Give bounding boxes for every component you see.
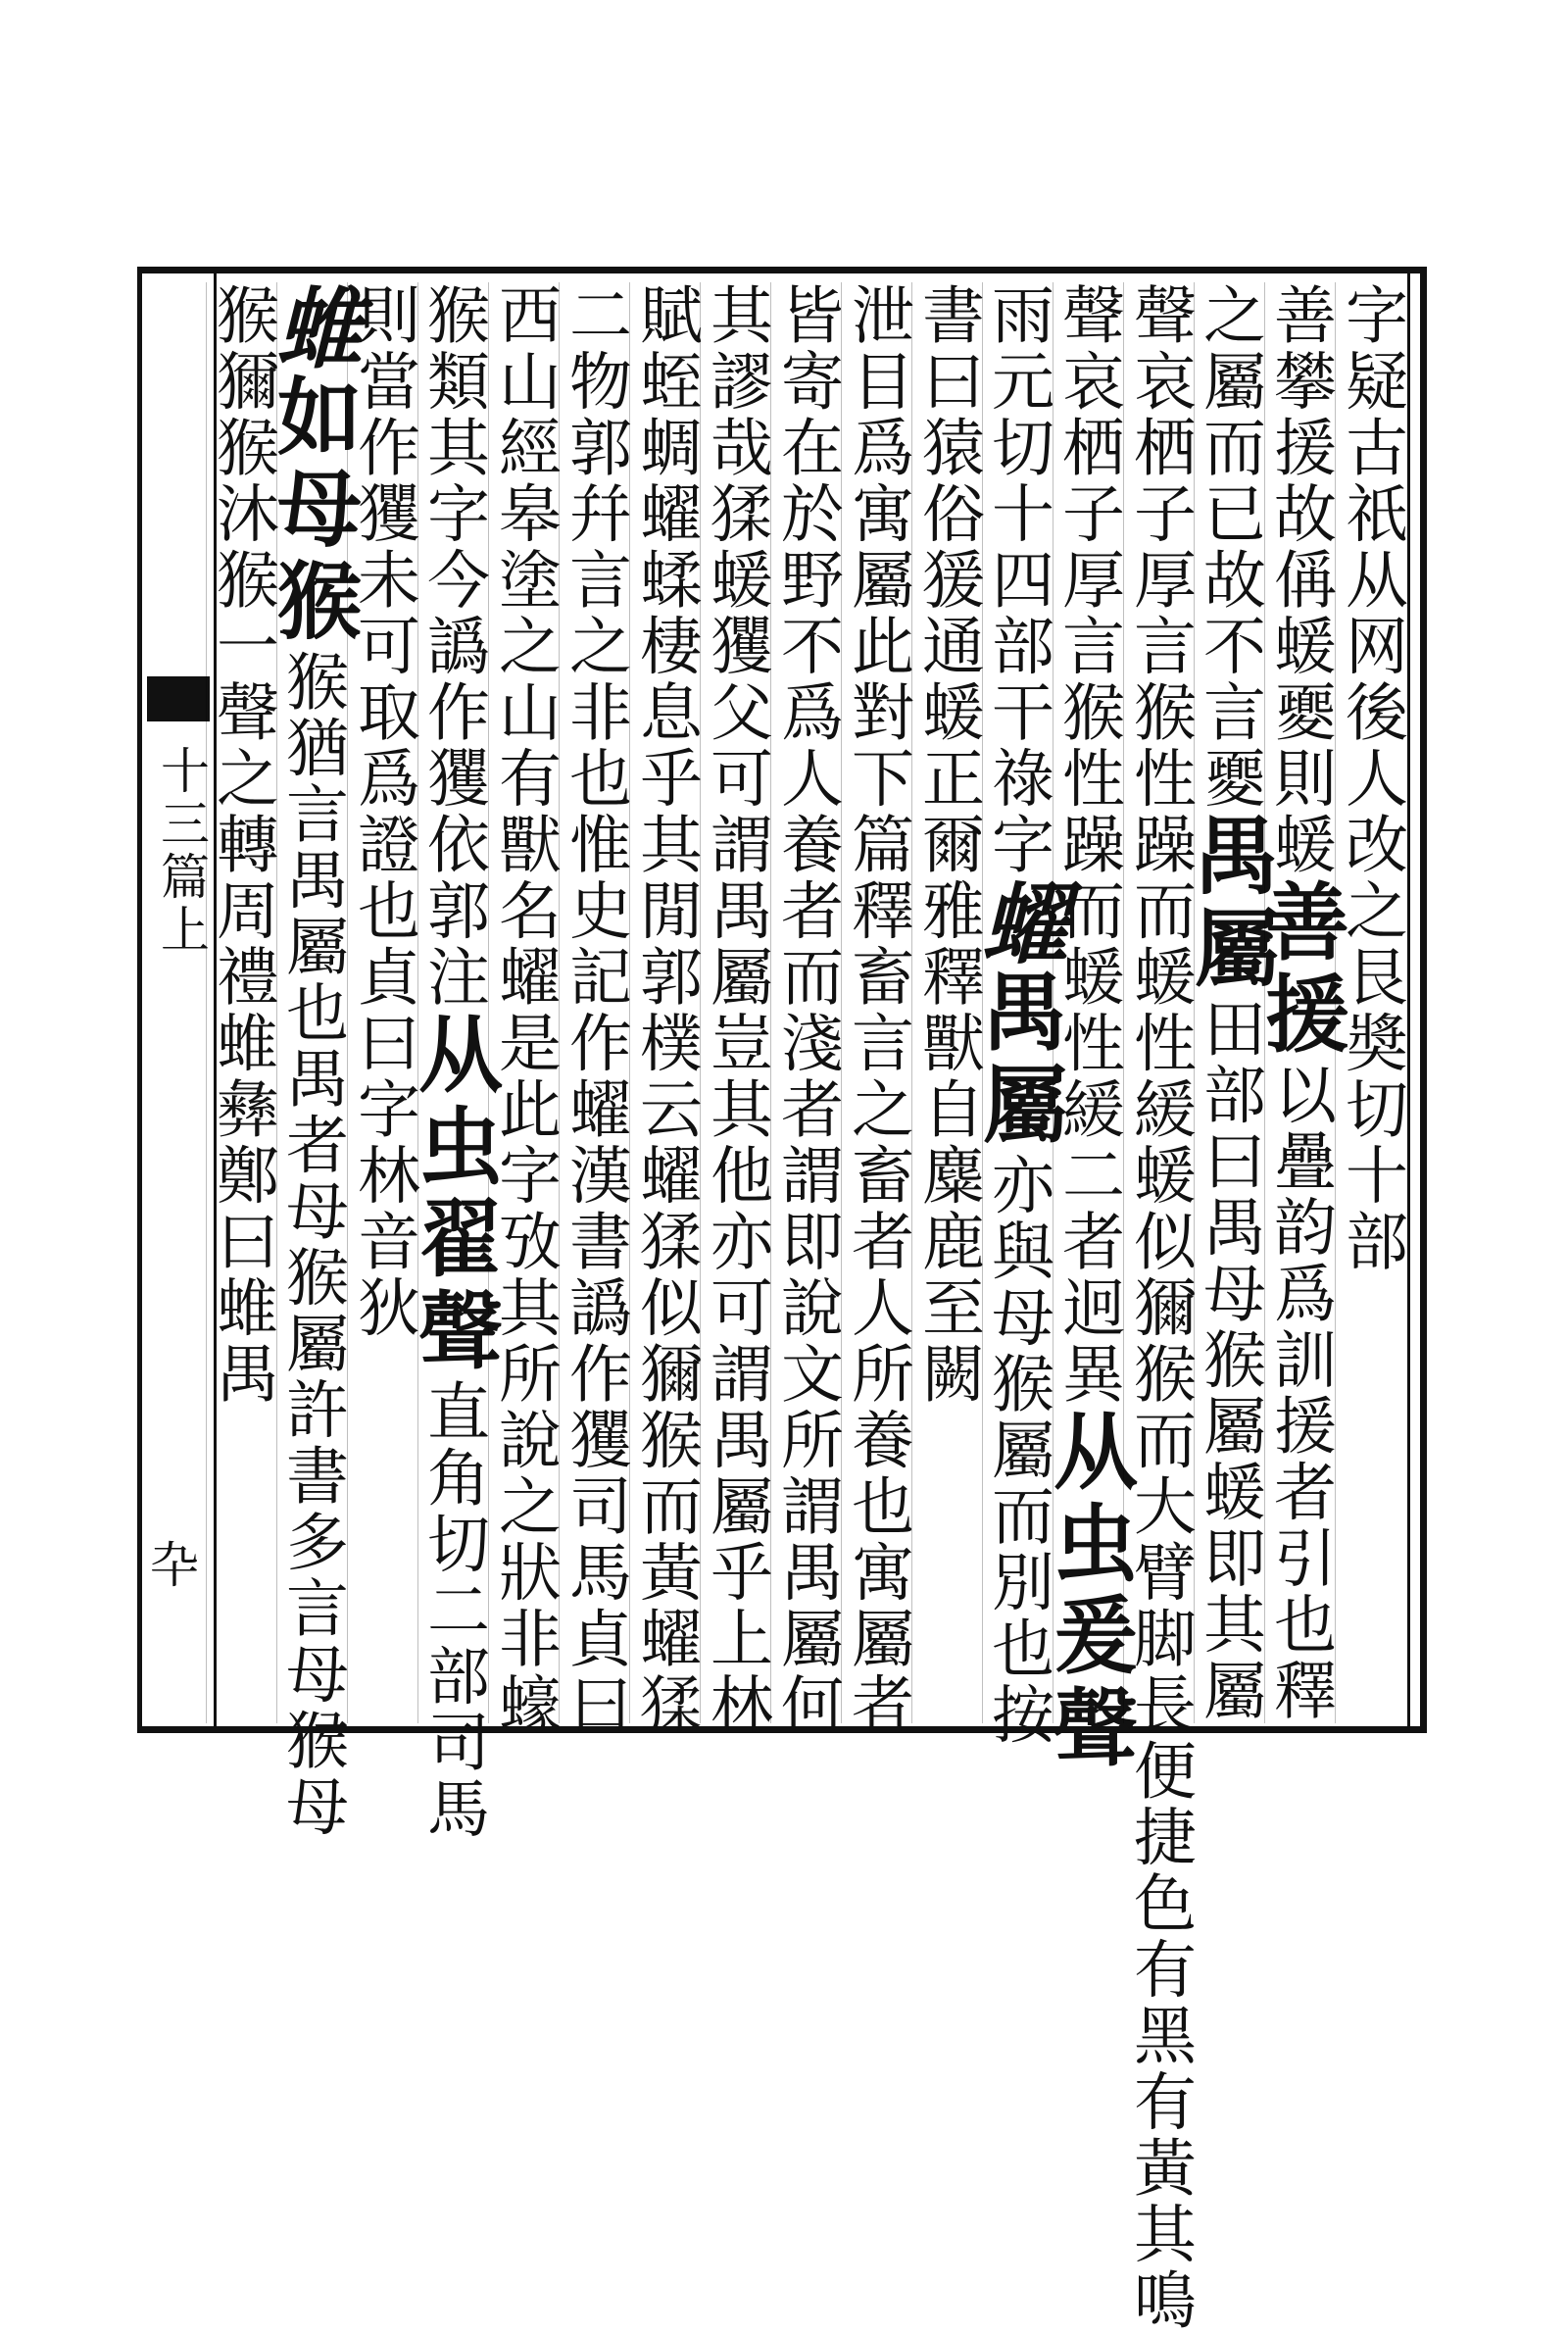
commentary-text: 賦蛭蜩蠗蝚棲息乎其閒郭樸云蠗猱似獮猴而黃蠗猱 — [629, 282, 702, 1738]
commentary-text: 書曰猿俗猨通蝯正 — [911, 282, 984, 812]
commentary-text: 之屬而已故不言夒 — [1193, 282, 1265, 812]
text-body — [206, 282, 1407, 2334]
commentary-text: 貞曰字林音狄 — [347, 944, 419, 1341]
commentary-text: 直角切二部司馬 — [416, 1378, 489, 1842]
text-column — [1250, 282, 1349, 1724]
commentary-text: 善攀援故偁蝯夒則 — [1263, 282, 1336, 812]
margin-leaf-number: 卆 — [142, 1539, 199, 1588]
fish-tail-mark — [147, 676, 210, 721]
commentary-text: 以疊韵爲訓援者引也釋 — [1263, 1062, 1336, 1724]
commentary-text: 亦與母猴屬而別也按 — [981, 1152, 1054, 1748]
commentary-text: 蝯似獮猴而大臂脚長便捷色有黑有黃其鳴 — [1123, 1142, 1196, 2334]
text-column — [700, 282, 772, 1738]
headword-text: 从虫翟聲 — [404, 1010, 503, 1379]
text-column — [1335, 282, 1405, 1723]
headword-text: 从虫爰聲 — [1039, 1407, 1138, 1776]
commentary-text: 泄目爲寓屬此對下篇釋畜言之畜者人所養也寓屬者 — [841, 282, 913, 1738]
commentary-text: 猴類其字今譌作玃依郭注 — [416, 282, 489, 1011]
seal-character: 蠗 — [965, 877, 1069, 968]
text-column — [629, 282, 702, 1738]
commentary-text: 蝯 — [1263, 812, 1336, 878]
text-column — [488, 282, 561, 1738]
text-column — [841, 282, 913, 1738]
headword-text: 禺屬 — [968, 968, 1067, 1153]
commentary-text: 爾雅釋獸自麋鹿至闕 — [911, 812, 984, 1408]
text-column — [404, 282, 503, 1842]
commentary-text: 聲哀栖子厚言猴性躁而蝯性緩二者迥異 — [1052, 282, 1124, 1408]
text-column — [559, 282, 631, 1738]
margin-juan-title: 十三篇上 — [153, 745, 210, 957]
text-column — [347, 282, 417, 1723]
text-column — [770, 282, 843, 1738]
text-column — [260, 282, 364, 1840]
border-rule-right — [1407, 267, 1410, 1733]
headword-text: 善援 — [1250, 877, 1349, 1063]
headword-text: 禺屬 — [1180, 812, 1279, 996]
commentary-text: 猴獮猴沐猴一聲之轉周禮蜼彝鄭曰蜼禺 — [206, 282, 278, 1408]
commentary-text: 二物郭幷言之非也惟史記作蠗漢書譌作玃司馬貞曰 — [559, 282, 631, 1738]
commentary-text: 田部曰禺母猴屬蝯即其屬 — [1193, 996, 1265, 1724]
headword-text: 如母猴 — [263, 372, 362, 649]
commentary-text: 其謬哉猱蝯玃父可謂禺屬豈其他亦可謂禺屬乎上林 — [700, 282, 772, 1738]
text-column — [1039, 282, 1138, 1776]
commentary-text: 猴猶言禺屬也禺者母猴屬許書多言母猴母 — [275, 649, 348, 1840]
commentary-text: 雨元切十四部干祿字 — [981, 282, 1054, 878]
commentary-text: 皆寄在於野不爲人養者而淺者謂即說文所謂禺屬何 — [770, 282, 843, 1738]
commentary-text: 聲哀栖子厚言猴性躁而蝯性緩 — [1123, 282, 1196, 1143]
commentary-text: 西山經皋塗之山有獸名蠗是此字攷其所說之狀非蠔 — [488, 282, 561, 1738]
seal-character: 蜼 — [260, 282, 364, 372]
commentary-text: 則當作玃未可取爲證也 — [347, 282, 419, 944]
text-column — [1123, 282, 1196, 2334]
commentary-text: 字疑古祇从网後人改之艮奬切十部 — [1335, 282, 1407, 1275]
